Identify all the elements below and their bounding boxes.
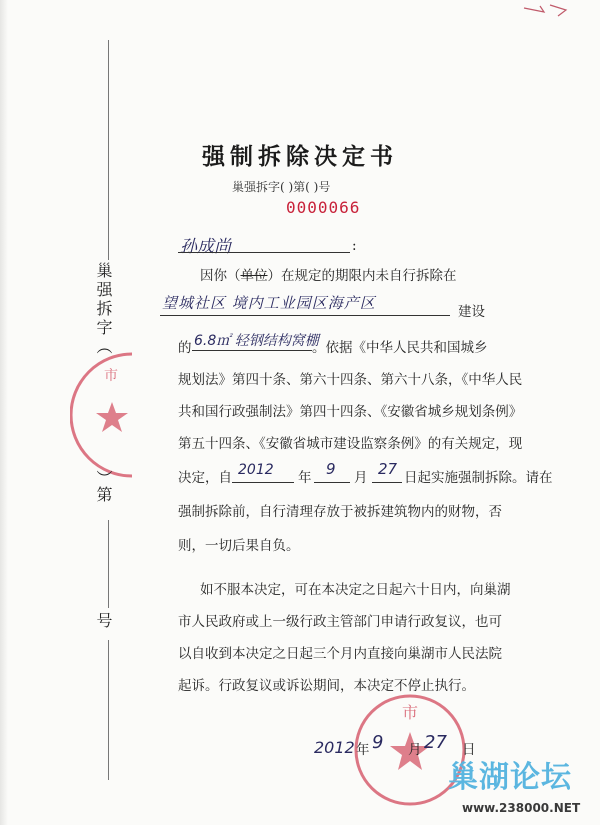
body-text: 决定，自 (178, 470, 232, 486)
structure-underline (192, 350, 312, 351)
year-underline (232, 482, 294, 483)
struck-text: 单位 (240, 268, 268, 284)
body-line-8: 强制拆除前，自行清理存放于被拆建筑物内的财物，否 (178, 504, 502, 520)
document-number-label: 巢强拆字( )第( )号 (232, 180, 331, 194)
sign-year-handwritten: 2012 (314, 738, 355, 757)
location-handwritten: 望城社区 境内工业园区海产区 (162, 294, 376, 312)
margin-rule-bottom (108, 640, 109, 780)
body-text: ）在规定的期限内未自行拆除在 (267, 268, 457, 284)
day-underline (372, 482, 402, 483)
corner-stamp-mark (514, 2, 574, 26)
forum-url: www.238000.NET (462, 801, 581, 815)
paragraph-2-line-4: 起诉。行政复议或诉讼期间，本决定不停止执行。 (178, 678, 475, 694)
margin-doc-label: 巢强拆字（ (94, 262, 113, 357)
margin-rule-mid (108, 520, 109, 608)
paragraph-2-line-1: 如不服本决定，可在本决定之日起六十日内，向巢湖 (200, 582, 511, 598)
start-month-handwritten: 9 (326, 460, 336, 478)
start-day-handwritten: 27 (378, 460, 398, 478)
paragraph-2-line-2: 市人民政府或上一级行政主管部门申请行政复议，也可 (178, 614, 502, 630)
sign-day-handwritten: 27 (424, 732, 447, 753)
margin-half-seal (70, 350, 140, 480)
sign-year-unit: 年 (356, 742, 370, 758)
body-line-6: 第五十四条、《安徽省城市建设监察条例》的有关规定，现 (178, 436, 523, 452)
sign-day-unit: 日 (462, 742, 476, 758)
sign-month-unit: 月 (408, 742, 422, 758)
addressee-handwritten: 孙成尚 (180, 237, 231, 257)
start-year-handwritten: 2012 (238, 462, 274, 478)
body-text: 因你（ (200, 268, 241, 284)
month-underline (314, 482, 350, 483)
document-title: 强制拆除决定书 (202, 143, 398, 170)
margin-number-label: 号 (94, 612, 113, 628)
serial-number: 0000066 (286, 198, 361, 217)
body-text: 月 (354, 470, 368, 486)
scan-edge (0, 0, 8, 825)
sign-month-handwritten: 9 (372, 732, 384, 753)
margin-doc-label-2: ）第 (94, 470, 113, 502)
body-line-5: 共和国行政强制法》第四十四条、《安徽省城乡规划条例》 (178, 404, 523, 420)
seal-character: 市 (104, 368, 118, 384)
body-line-4: 规划法》第四十条、第六十四条、第六十八条，《中华人民 (178, 372, 523, 388)
addressee-suffix: : (352, 238, 357, 254)
body-text: 的 (178, 340, 192, 356)
body-text: 日起实施强制拆除。请在 (404, 470, 553, 486)
structure-handwritten: 6.8㎡ 轻钢结构窝棚 (194, 333, 319, 349)
forum-logo-text: 巢湖论坛 (448, 760, 572, 795)
body-line-9: 则，一切后果自负。 (178, 538, 300, 554)
location-underline (160, 315, 450, 316)
paragraph-2-line-3: 以自收到本决定之日起三个月内直接向巢湖市人民法院 (178, 646, 502, 662)
body-text: 建设 (458, 304, 485, 320)
seal-character: 市 (401, 703, 419, 722)
addressee-underline (178, 252, 350, 253)
margin-rule-top (108, 40, 109, 260)
body-text: 。依据《中华人民共和国城乡 (312, 340, 488, 356)
body-text: 年 (298, 470, 312, 486)
body-line-1 (200, 264, 457, 284)
